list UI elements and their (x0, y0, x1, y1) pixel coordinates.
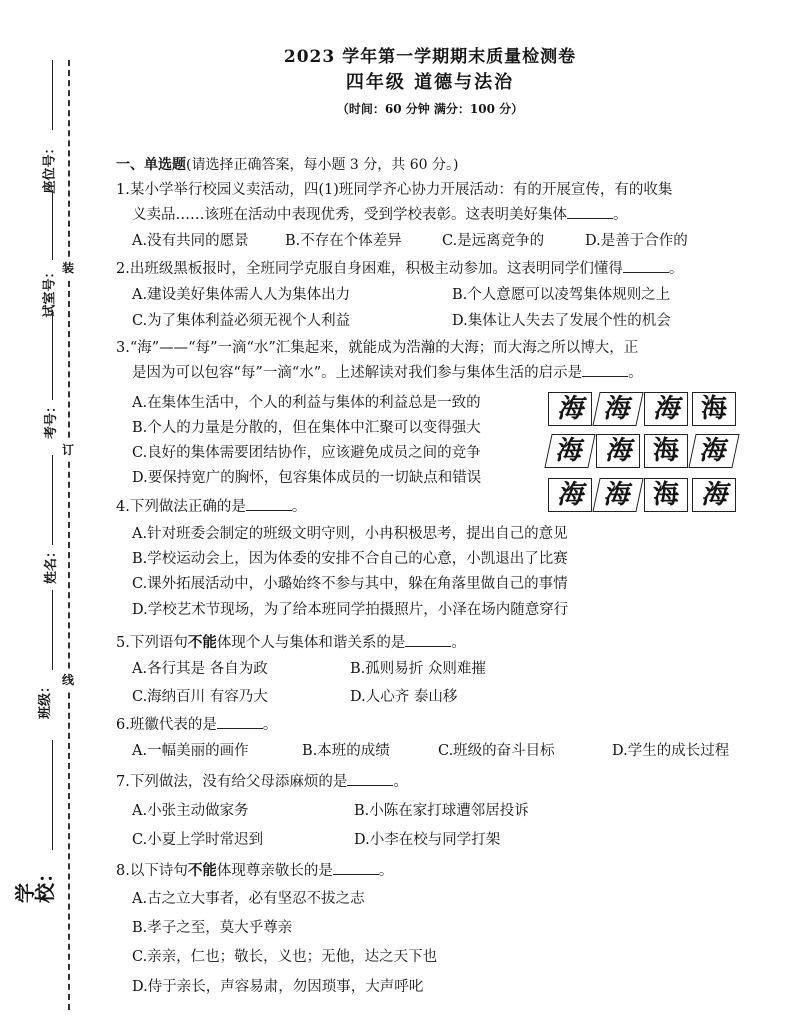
option-d[interactable]: D.人心齐 泰山移 (350, 689, 458, 705)
question-8-stem: 8.以下诗句不能体现尊亲敬长的是 。 (116, 862, 394, 879)
exam-no-underline (52, 310, 53, 400)
school-label: 学校： (13, 863, 57, 903)
exam-header (130, 45, 730, 119)
binding-cut-word-2: 订 (62, 440, 74, 460)
calligraphy-cell: 海 (688, 434, 739, 468)
binding-cut-word-3: 线 (62, 670, 74, 690)
section-heading (116, 154, 458, 176)
answer-blank[interactable] (347, 771, 393, 786)
option-d[interactable]: D.集体让人失去了发展个性的机会 (452, 313, 671, 329)
answer-blank[interactable] (333, 860, 379, 875)
option-c[interactable]: C.海纳百川 有容乃大 (132, 689, 268, 705)
option-c[interactable]: C.良好的集体需要团结协作，应该避免成员之间的竞争 (132, 445, 481, 461)
option-b[interactable]: B.个人的力量是分散的，但在集体中汇聚可以变得强大 (132, 420, 481, 436)
room-underline (52, 190, 53, 260)
exam-no-label: 考号： (44, 399, 60, 440)
option-c[interactable]: C.班级的奋斗目标 (438, 743, 555, 759)
question-1 (116, 178, 756, 228)
option-a[interactable]: A.没有共同的愿景 (132, 233, 249, 249)
option-b[interactable]: B.个人意愿可以凌驾集体规则之上 (452, 287, 671, 303)
question-5-stem: 5.下列语句不能体现个人与集体和谐关系的是 。 (116, 634, 466, 651)
option-a[interactable]: A.一幅美丽的画作 (132, 743, 249, 759)
option-d[interactable]: D.学生的成长过程 (612, 743, 730, 759)
option-a[interactable]: A.小张主动做家务 (132, 803, 249, 819)
option-d[interactable]: D.小李在校与同学打架 (354, 832, 501, 848)
calligraphy-cell: 海 (692, 478, 736, 512)
answer-blank[interactable] (623, 258, 669, 273)
option-c[interactable]: C.是远离竞争的 (442, 233, 545, 249)
answer-blank[interactable] (582, 362, 628, 377)
option-c[interactable]: C.亲亲，仁也；敬长，义也；无他，达之天下也 (132, 949, 438, 965)
class-label: 班级： (38, 679, 54, 720)
calligraphy-cell: 海 (644, 478, 688, 512)
room-label: 试室号： (42, 265, 58, 318)
question-4-stem: 4.下列做法正确的是 。 (116, 495, 756, 520)
option-a[interactable]: A.各行其是 各自为政 (132, 661, 268, 677)
calligraphy-cell: 海 (644, 434, 688, 468)
option-c[interactable]: C.课外拓展活动中，小璐始终不参与其中，躲在角落里做自己的事情 (132, 576, 568, 592)
option-b[interactable]: B.不存在个体差异 (285, 233, 402, 249)
seat-underline (52, 60, 53, 130)
calligraphy-cell: 海 (548, 392, 592, 426)
option-b[interactable]: B.本班的成绩 (302, 743, 390, 759)
option-b[interactable]: B.学校运动会上，因为体委的安排不合自己的心意，小凯退出了比赛 (132, 551, 568, 567)
answer-blank[interactable] (217, 714, 263, 729)
question-2 (116, 257, 756, 282)
answer-blank[interactable] (246, 496, 292, 511)
question-2-stem: 2.出班级黑板报时，全班同学克服自身困难，积极主动参加。这表明同学们懂得 。 (116, 257, 756, 282)
calligraphy-cell: 海 (644, 392, 688, 426)
option-c[interactable]: C.小夏上学时常迟到 (132, 832, 264, 848)
option-b[interactable]: B.小陈在家打球遭邻居投诉 (354, 803, 529, 819)
question-3 (116, 336, 756, 386)
option-b[interactable]: B.孤则易折 众则难摧 (350, 661, 486, 677)
exam-meta: （时间：60 分钟 满分：100 分） (336, 102, 524, 116)
question-8 (116, 858, 756, 884)
answer-blank[interactable] (567, 204, 613, 219)
option-d[interactable]: D.要保持宽广的胸怀，包容集体成员的一切缺点和错误 (132, 470, 482, 486)
option-c[interactable]: C.为了集体利益必须无视个人利益 (132, 313, 351, 329)
question-3-stem-line-1: 3.“海”——“每”一滴“水”汇集起来，就能成为浩瀚的大海；而大海之所以博大，正 (116, 340, 639, 356)
section-instruction: (请选择正确答案，每小题 3 分，共 60 分。) (186, 157, 459, 173)
seat-label: 座位号： (42, 141, 58, 194)
option-d[interactable]: D.学校艺术节现场，为了给本班同学拍摄照片，小泽在场内随意穿行 (132, 602, 569, 618)
question-1-stem-line-2: 义卖品……该班在活动中表现优秀，受到学校表彰。这表明美好集体 。 (116, 203, 756, 228)
binding-dashed-line (68, 60, 70, 1010)
question-7 (116, 770, 756, 795)
exam-subtitle: 四年级 道德与法治 (345, 72, 515, 93)
question-5 (116, 630, 756, 656)
question-1-stem-line-1: 1.某小学举行校园义卖活动，四(1)班同学齐心协力开展活动：有的开展宣传，有的收集 (116, 182, 673, 198)
name-underline (52, 455, 53, 545)
name-label: 姓名： (44, 544, 60, 585)
option-b[interactable]: B.孝子之至，莫大乎尊亲 (132, 920, 293, 936)
calligraphy-cell: 海 (692, 392, 736, 426)
option-a[interactable]: A.古之立大事者，必有坚忍不拔之志 (132, 891, 365, 907)
option-d[interactable]: D.是善于合作的 (585, 233, 688, 249)
calligraphy-cell: 海 (592, 392, 643, 426)
exam-title: 2023 学年第一学期期末质量检测卷 (283, 47, 577, 67)
question-7-stem: 7.下列做法，没有给父母添麻烦的是 。 (116, 770, 756, 795)
option-a[interactable]: A.针对班委会制定的班级文明守则，小冉积极思考，提出自己的意见 (132, 526, 568, 542)
school-underline (52, 740, 53, 850)
question-3-stem-line-2: 是因为可以包容“每”一滴“水”。上述解读对我们参与集体生活的启示是 。 (116, 361, 756, 386)
section-title: 一、单选题 (116, 157, 186, 173)
binding-cut-word-1: 装 (62, 258, 74, 278)
question-4 (116, 495, 756, 520)
option-d[interactable]: D.侍于亲长，声容易肃，勿因琐事，大声呼叱 (132, 979, 424, 995)
answer-blank[interactable] (405, 632, 451, 647)
calligraphy-cell: 海 (544, 434, 595, 468)
option-a[interactable]: A.在集体生活中，个人的利益与集体的利益总是一致的 (132, 395, 481, 411)
calligraphy-cell: 海 (548, 478, 592, 512)
option-a[interactable]: A.建设美好集体需人人为集体出力 (132, 287, 351, 303)
class-underline (52, 590, 53, 670)
calligraphy-cell: 海 (592, 478, 643, 512)
calligraphy-cell: 海 (596, 434, 640, 468)
question-6 (116, 713, 756, 738)
question-6-stem: 6.班徽代表的是 。 (116, 713, 756, 738)
